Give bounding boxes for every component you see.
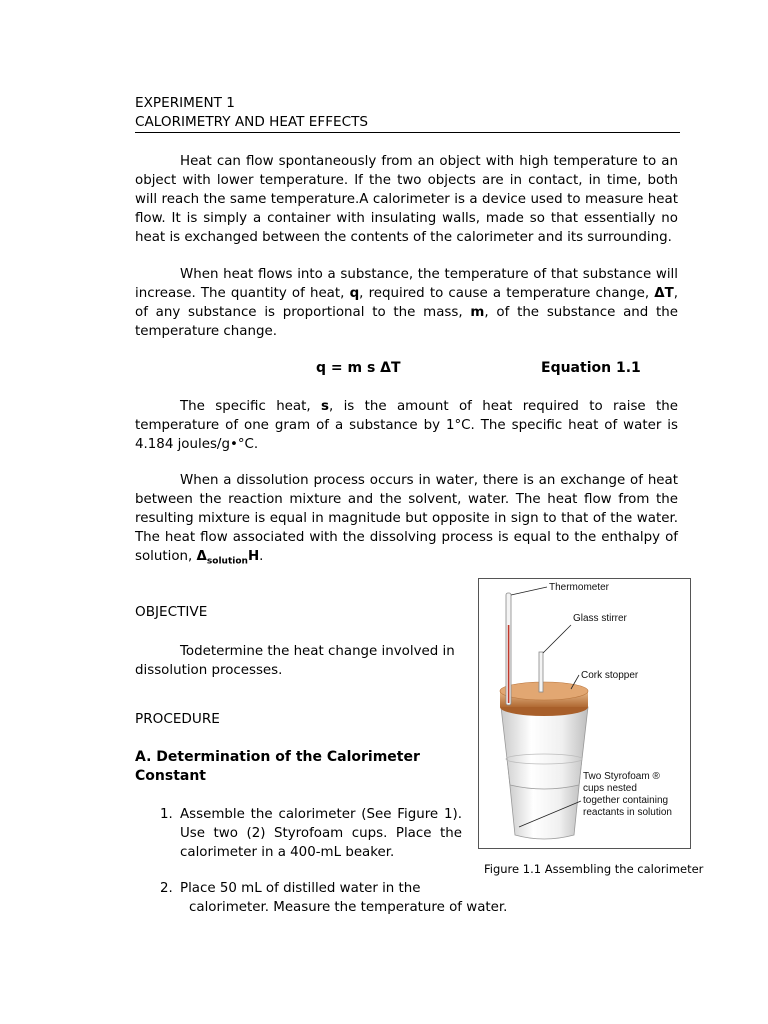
label-cups-2: cups nested xyxy=(583,783,637,794)
equation-label: Equation 1.1 xyxy=(541,360,641,376)
step-1-number: 1. xyxy=(160,807,173,822)
p3-text-b: , is the amount of heat required to raise the temperature of one gram of a substance by 1°C. The specific heat of water is 4.184 joules/g•°C. xyxy=(135,399,678,452)
label-cups-1: Two Styrofoam ® xyxy=(583,771,660,782)
intro-paragraph-1-text: Heat can flow spontaneously from an object with high temperature to an object with lower temperature. If the two objects are in contact, in time, both will reach the same temperature.A calorimeter is a device used to measure heat flow. It is simply a container with insulating walls, made so that essentially no heat is exchanged between the contents of the calorimeter and its surrounding. xyxy=(135,154,678,245)
calorimeter-illustration xyxy=(479,579,690,848)
intro-paragraph-4 xyxy=(135,471,678,572)
step-2-line-1: Place 50 mL of distilled water in the xyxy=(180,881,421,896)
intro-paragraph-1 xyxy=(135,152,678,247)
label-cork-stopper: Cork stopper xyxy=(581,670,639,681)
upper-cup xyxy=(501,707,588,789)
symbol-h: H xyxy=(247,549,260,564)
p4-end: . xyxy=(259,549,264,564)
objective-text-body: Todetermine the heat change involved in dissolution processes. xyxy=(135,644,455,678)
label-cups-3: together containing xyxy=(583,795,669,806)
label-cups-4: reactants in solution xyxy=(583,807,672,818)
step-2-line-2: calorimeter. Measure the temperature of water. xyxy=(189,900,508,915)
subscript-solution: solution xyxy=(206,556,248,567)
section-a-title: A. Determination of the Calorimeter Constant xyxy=(135,749,420,784)
figure-caption: Figure 1.1 Assembling the calorimeter xyxy=(484,862,704,876)
p2-text-d: , of the substance and the temperature change. xyxy=(135,305,679,339)
symbol-s: s xyxy=(321,399,329,414)
symbol-delta-t: ΔT xyxy=(654,286,674,301)
symbol-m: m xyxy=(470,305,485,320)
step-2-number: 2. xyxy=(160,881,173,896)
experiment-number: EXPERIMENT 1 xyxy=(135,95,235,111)
label-glass-stirrer: Glass stirrer xyxy=(573,613,627,624)
p2-text-b: , required to cause a temperature change, xyxy=(359,286,655,301)
label-thermometer: Thermometer xyxy=(549,582,610,593)
title-divider xyxy=(135,132,680,133)
p3-text-a: The specific heat, xyxy=(180,399,321,414)
p2-text-c: , of any substance is proportional to the mass, xyxy=(135,286,679,320)
step-1-text: Assemble the calorimeter (See Figure 1). Use two (2) Styrofoam cups. Place the calorimeter in a 400-mL beaker. xyxy=(180,807,462,860)
procedure-title: PROCEDURE xyxy=(135,711,220,727)
symbol-q: q xyxy=(349,286,360,301)
intro-paragraph-2 xyxy=(135,265,678,341)
experiment-title: CALORIMETRY AND HEAT EFFECTS xyxy=(135,114,369,130)
calorimeter-figure xyxy=(478,578,691,849)
objective-text xyxy=(135,642,460,680)
objective-title: OBJECTIVE xyxy=(135,604,208,620)
p4-text-a: When a dissolution process occurs in water, there is an exchange of heat between the reaction mixture and the solvent, water. The heat flow from the resulting mixture is equal in magnitude but opposite in sign to that of the water. The heat flow associated with the dissolving process is equal to the enthalpy of solution, xyxy=(135,473,678,564)
equation: q = m s ΔT xyxy=(316,360,401,376)
symbol-delta: Δ xyxy=(196,549,207,564)
p2-text-a: When heat flows into a substance, the temperature of that substance will increase. The quantity of heat, xyxy=(135,267,678,301)
glass-stirrer xyxy=(539,652,543,692)
intro-paragraph-3 xyxy=(135,397,678,454)
